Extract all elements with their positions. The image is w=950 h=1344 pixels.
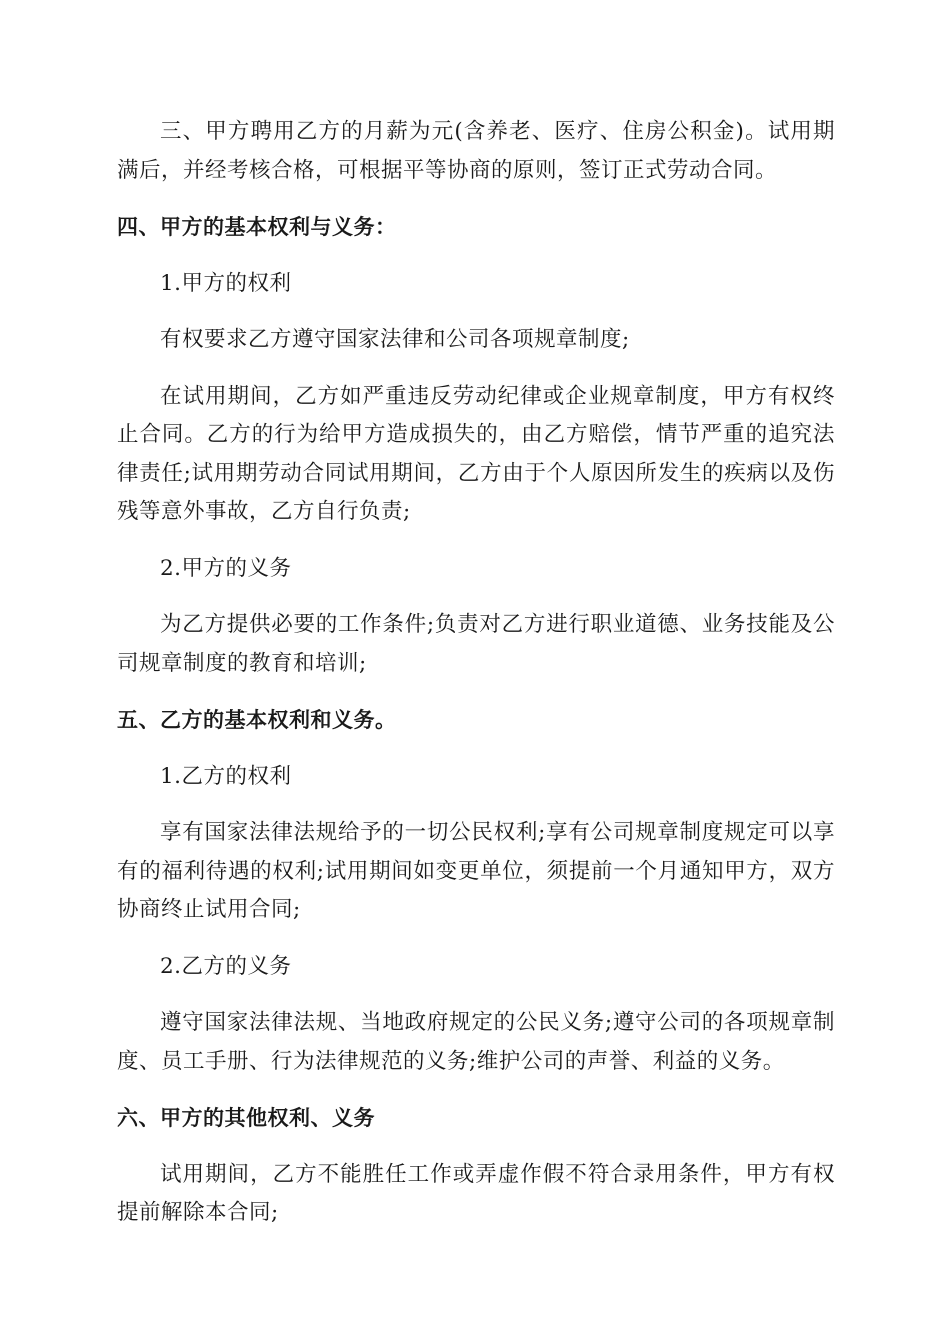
document-body xyxy=(117,113,835,1251)
subheading-party-a-rights: 1.甲方的权利 xyxy=(160,270,292,296)
paragraph-party-a-early-termination: 试用期间，乙方不能胜任工作或弄虚作假不符合录用条件，甲方有权提前解除本合同; xyxy=(117,1161,835,1225)
subheading-party-b-obligations: 2.乙方的义务 xyxy=(160,953,292,979)
paragraph-party-a-right-termination: 在试用期间，乙方如严重违反劳动纪律或企业规章制度，甲方有权终止合同。乙方的行为给甲方造成损失的，由乙方赔偿，情节严重的追究法律责任;试用期劳动合同试用期间，乙方由于个人原因所发生的疾病以及伤残等意外事故，乙方自行负责; xyxy=(117,383,835,524)
paragraph-salary-clause: 三、甲方聘用乙方的月薪为元(含养老、医疗、住房公积金)。试用期满后，并经考核合格，可根据平等协商的原则，签订正式劳动合同。 xyxy=(117,119,835,183)
section-heading-party-a-other: 六、甲方的其他权利、义务 xyxy=(117,1106,375,1130)
section-heading-party-a-rights: 四、甲方的基本权利与义务： xyxy=(117,215,397,239)
section-heading-party-b-rights: 五、乙方的基本权利和义务。 xyxy=(117,708,397,732)
paragraph-party-b-rights: 享有国家法律法规给予的一切公民权利;享有公司规章制度规定可以享有的福利待遇的权利;试用期间如变更单位，须提前一个月通知甲方，双方协商终止试用合同; xyxy=(117,820,835,922)
paragraph-party-b-obligations: 遵守国家法律法规、当地政府规定的公民义务;遵守公司的各项规章制度、员工手册、行为法律规范的义务;维护公司的声誉、利益的义务。 xyxy=(117,1010,835,1074)
paragraph-party-a-obligations: 为乙方提供必要的工作条件;负责对乙方进行职业道德、业务技能及公司规章制度的教育和培训; xyxy=(117,612,835,676)
paragraph-party-a-right-compliance: 有权要求乙方遵守国家法律和公司各项规章制度; xyxy=(160,327,630,352)
subheading-party-b-rights: 1.乙方的权利 xyxy=(160,763,292,789)
subheading-party-a-obligations: 2.甲方的义务 xyxy=(160,555,292,581)
